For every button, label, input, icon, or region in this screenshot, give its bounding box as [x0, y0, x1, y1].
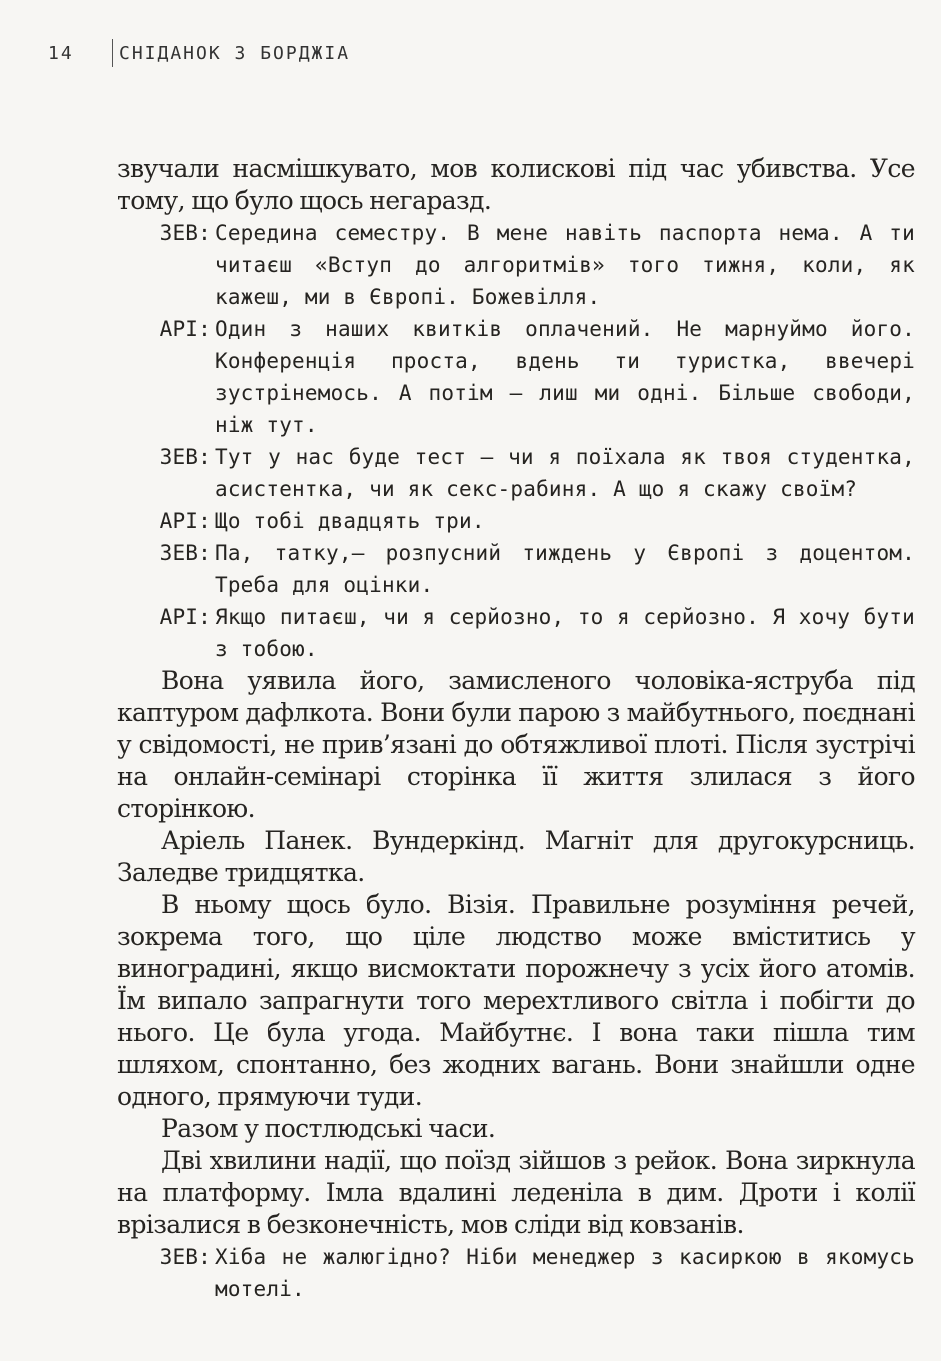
running-header	[48, 38, 350, 68]
dialog-text: Хіба не жалюгідно? Ніби менеджер з касиркою в якомусь мотелі.	[215, 1245, 915, 1301]
prose-paragraph: Разом у постлюдські часи.	[161, 1114, 496, 1143]
dialog-line	[117, 537, 915, 601]
dialog-text: Па, татку,— розпусний тиждень у Європі з доцентом. Треба для оцінки.	[215, 541, 915, 597]
dialog-line	[117, 441, 915, 505]
dialog-text: Середина семестру. В мене навіть паспорта нема. А ти читаєш «Вступ до алгоритмів» того тижня, коли, як кажеш, ми в Європі. Божевілля.	[215, 221, 915, 309]
speaker-label: АРІ:	[159, 509, 211, 533]
prose-paragraph: Вона уявила його, замисленого чоловіка-яструба під каптуром дафлкота. Вони були парою з майбутнього, поєднані у свідомості, не прив’язані до обтяжливої плоті. Після зустрічі на онлайн-семінарі сторінка її життя злилася з його сторінкою.	[117, 666, 915, 823]
prose-paragraph: В ньому щось було. Візія. Правильне розуміння речей, зокрема того, що ціле людство може вміститись у виноградині, якщо висмоктати порожнечу з усіх його атомів. Їм випало запрагнути того мерехтливого світла і побігти до нього. Це була угода. Майбутнє. І вона таки пішла тим шляхом, спонтанно, без жодних вагань. Вони знайшли одне одного, прямуючи туди.	[117, 890, 915, 1111]
dialog-text: Тут у нас буде тест — чи я поїхала як твоя студентка, асистентка, чи як секс-рабиня. А що я скажу своїм?	[215, 445, 915, 501]
dialog-line	[117, 313, 915, 441]
prose-paragraph: Аріель Панек. Вундеркінд. Магніт для другокурсниць. Заледве тридцятка.	[117, 826, 915, 887]
dialog-text: Що тобі двадцять три.	[215, 509, 485, 533]
dialog-line	[117, 1241, 915, 1305]
dialog-line	[117, 505, 915, 537]
speaker-label: АРІ:	[159, 317, 211, 341]
dialog-line	[117, 217, 915, 313]
speaker-label: АРІ:	[159, 605, 211, 629]
speaker-label: ЗЕВ:	[159, 541, 211, 565]
prose-paragraph: Дві хвилини надії, що поїзд зійшов з рейок. Вона зиркнула на платформу. Імла вдалині леденіла в дим. Дроти і колії врізалися в безконечність, мов сліди від ковзанів.	[117, 1146, 915, 1239]
dialog-line	[117, 601, 915, 665]
speaker-label: ЗЕВ:	[159, 221, 211, 245]
speaker-label: ЗЕВ:	[159, 445, 211, 469]
dialog-text: Якщо питаєш, чи я серйозно, то я серйозно. Я хочу бути з тобою.	[215, 605, 915, 661]
dialog-text: Один з наших квитків оплачений. Не марнуймо його. Конференція проста, вдень ти туристка, ввечері зустрінемось. А потім — лиш ми одні. Більше свободи, ніж тут.	[215, 317, 915, 437]
running-title: СНІДАНОК З БОРДЖІА	[119, 42, 351, 64]
page-body	[117, 153, 915, 1305]
header-divider	[112, 39, 113, 67]
prose-paragraph: звучали насмішкувато, мов колискові під час убивства. Усе тому, що було щось негаразд.	[117, 154, 915, 215]
speaker-label: ЗЕВ:	[159, 1245, 211, 1269]
page-number: 14	[48, 42, 74, 64]
